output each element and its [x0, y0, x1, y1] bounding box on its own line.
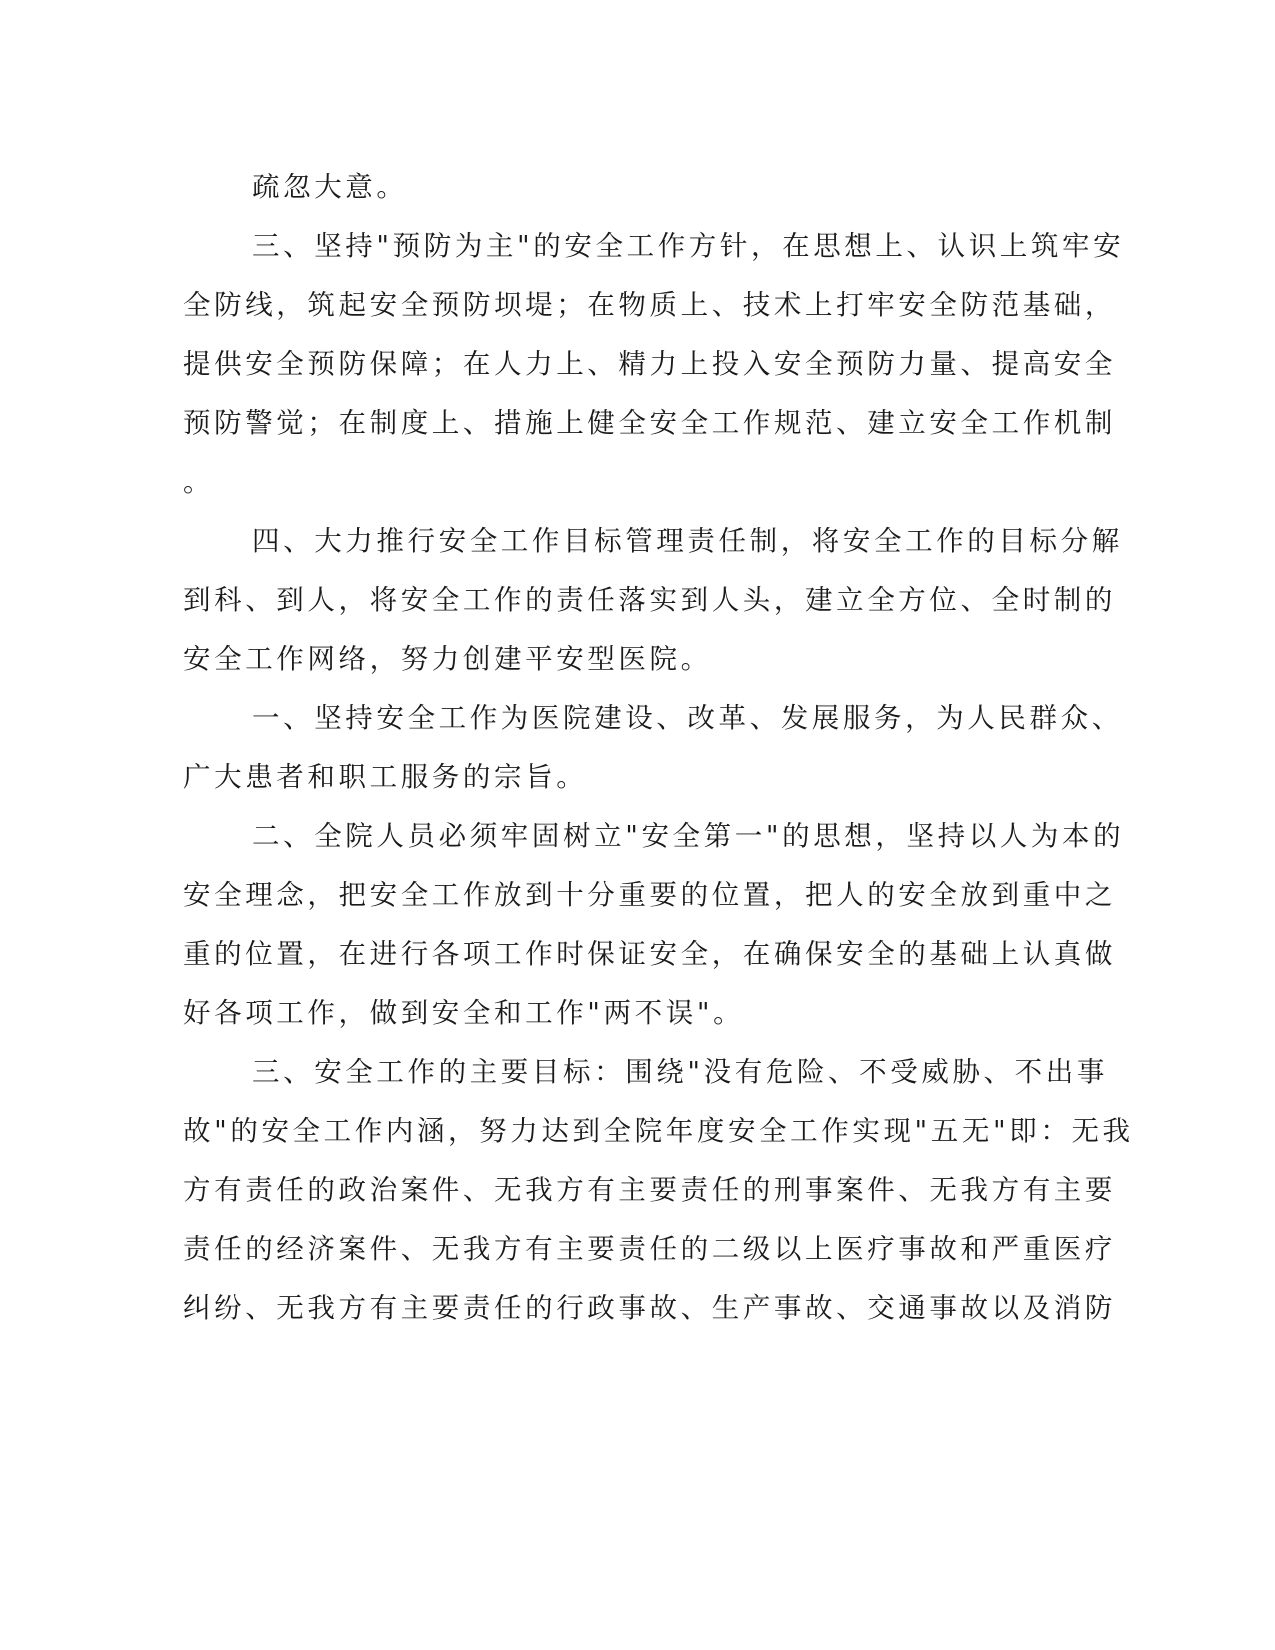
text-line: 三、坚持"预防为主"的安全工作方针，在思想上、认识上筑牢安	[252, 230, 1125, 262]
text-line: 安全工作网络，努力创建平安型医院。	[183, 643, 712, 675]
text-line: 疏忽大意。	[252, 171, 408, 203]
text-line: 方有责任的政治案件、无我方有主要责任的刑事案件、无我方有主要	[183, 1174, 1116, 1206]
document-body	[183, 158, 1134, 1338]
text-line: 四、大力推行安全工作目标管理责任制，将安全工作的目标分解	[252, 525, 1123, 557]
text-line: 三、安全工作的主要目标：围绕"没有危险、不受威胁、不出事	[252, 1056, 1108, 1088]
text-line: 故"的安全工作内涵，努力达到全院年度安全工作实现"五无"即：无我	[183, 1115, 1134, 1147]
text-line: 责任的经济案件、无我方有主要责任的二级以上医疗事故和严重医疗	[183, 1233, 1116, 1265]
text-line: 安全理念，把安全工作放到十分重要的位置，把人的安全放到重中之	[183, 879, 1116, 911]
text-line: 提供安全预防保障；在人力上、精力上投入安全预防力量、提高安全	[183, 348, 1116, 380]
text-line: 。	[183, 466, 215, 498]
text-line: 到科、到人，将安全工作的责任落实到人头，建立全方位、全时制的	[183, 584, 1116, 616]
text-line: 广大患者和职工服务的宗旨。	[183, 761, 588, 793]
text-line: 一、坚持安全工作为医院建设、改革、发展服务，为人民群众、	[252, 702, 1123, 734]
text-line: 预防警觉；在制度上、措施上健全安全工作规范、建立安全工作机制	[183, 407, 1116, 439]
text-line: 纠纷、无我方有主要责任的行政事故、生产事故、交通事故以及消防	[183, 1292, 1116, 1324]
text-line: 重的位置，在进行各项工作时保证安全，在确保安全的基础上认真做	[183, 938, 1116, 970]
text-line: 二、全院人员必须牢固树立"安全第一"的思想，坚持以人为本的	[252, 820, 1125, 852]
text-line: 全防线，筑起安全预防坝堤；在物质上、技术上打牢安全防范基础，	[183, 289, 1116, 321]
text-line: 好各项工作，做到安全和工作"两不误"。	[183, 997, 745, 1029]
